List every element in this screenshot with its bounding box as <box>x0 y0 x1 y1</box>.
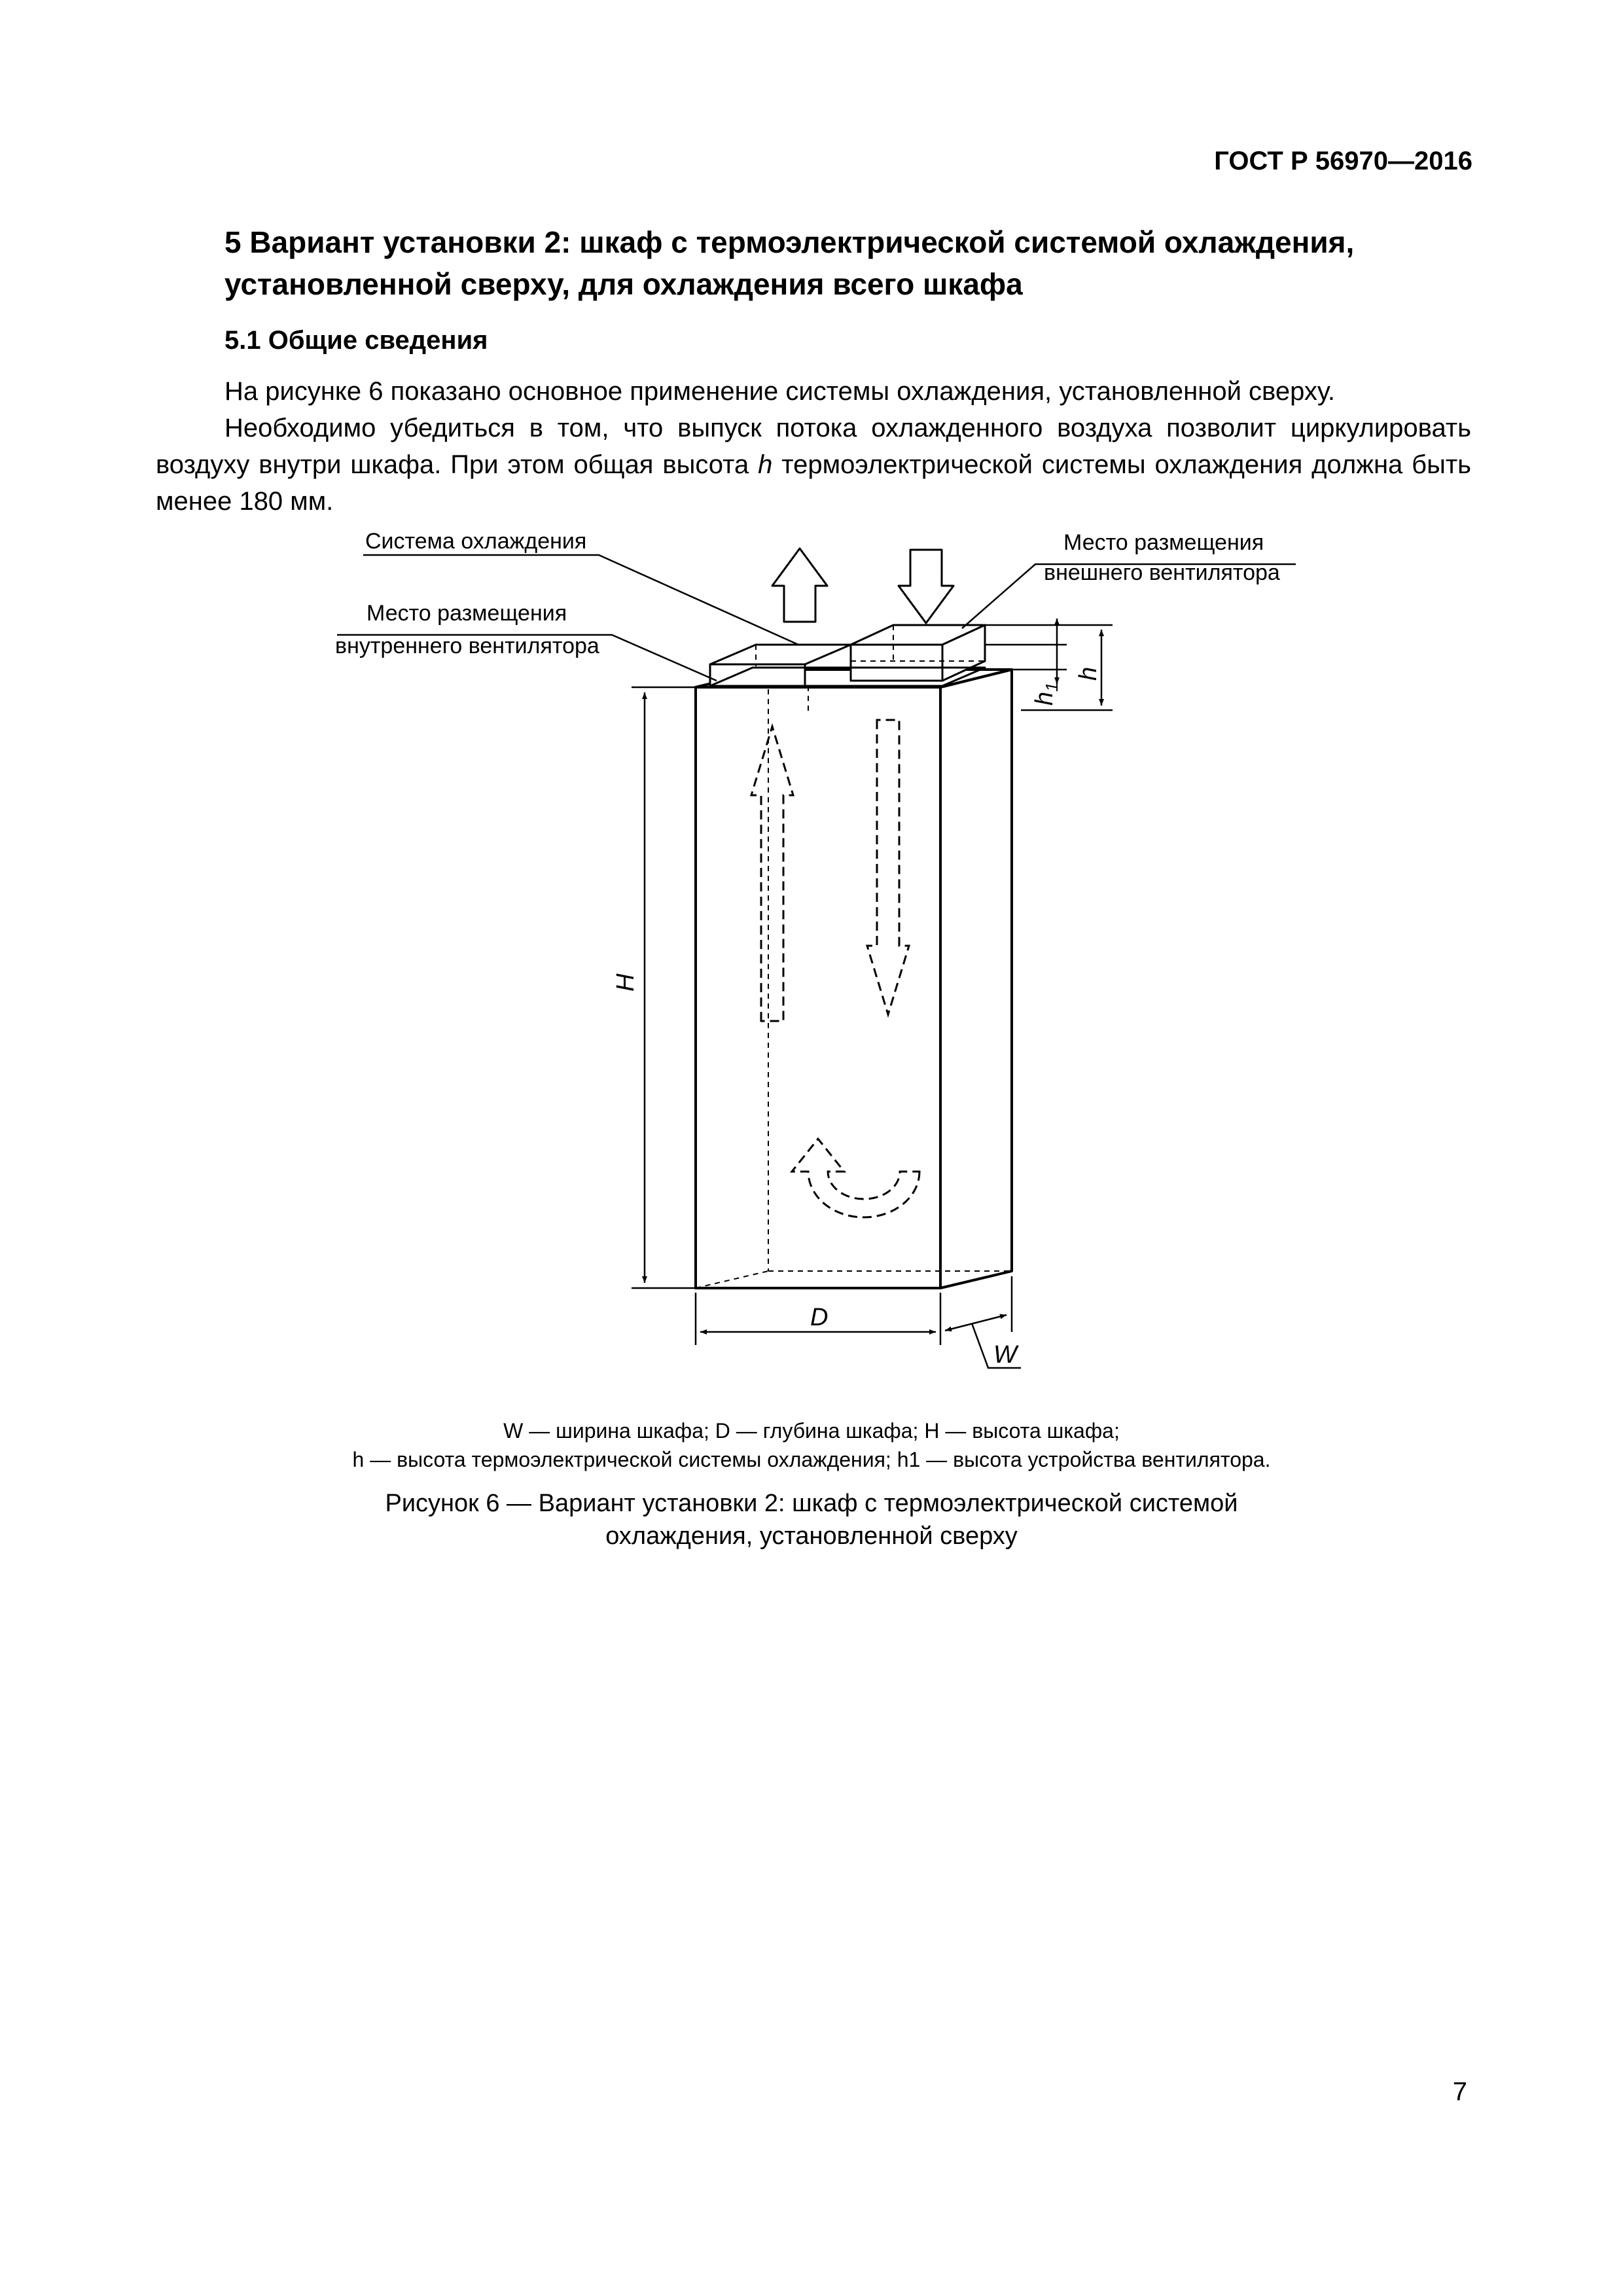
label-internal-fan-line2: внутреннего вентилятора <box>335 634 599 658</box>
airflow-circulation-arrow <box>792 1139 919 1217</box>
cabinet-hidden-edges <box>696 670 1012 1288</box>
internal-fan-box-top <box>710 645 851 664</box>
intake-down-arrow <box>899 550 954 623</box>
paragraph: Необходимо убедиться в том, что выпуск потока охлажденного воздуха позволит циркулировать воздуху внутри шкафа. При этом общая высота h термоэлектрической системы охлаждения должна быть менее 180 мм. <box>156 414 1471 516</box>
leader-cooling-system <box>363 555 798 645</box>
label-external-fan-line2: внешнего вентилятора <box>1044 560 1280 585</box>
label-cooling-system: Система охлаждения <box>365 529 587 554</box>
external-fan-box-front <box>851 645 942 681</box>
airflow-up-arrow <box>751 726 793 1021</box>
figure-caption-line1: Рисунок 6 — Вариант установки 2: шкаф с термоэлектрической системой <box>385 1490 1238 1517</box>
paragraph: На рисунке 6 показано основное применение системы охлаждения, установленной сверху. <box>224 377 1335 406</box>
cooling-unit <box>710 625 985 686</box>
cabinet-side-face <box>940 670 1012 1288</box>
dimension-H <box>632 687 696 1288</box>
dim-label-h1: $h_1$ <box>1031 682 1061 706</box>
airflow-down-arrow <box>867 720 909 1014</box>
label-external-fan-line1: Место размещения <box>1063 530 1264 555</box>
dim-label-W: W <box>993 1341 1017 1369</box>
section-title: 5 Вариант установки 2: шкаф с термоэлектрической системой охлаждения, установленной сверху, для охлаждения всего шкафа <box>224 225 1355 301</box>
exhaust-up-arrow <box>772 548 827 622</box>
figure-legend-line2: h — высота термоэлектрической системы охлаждения; h1 — высота устройства вентилятора. <box>352 1448 1271 1471</box>
dim-label-h: h <box>1075 666 1102 681</box>
cabinet <box>696 670 1012 1288</box>
subsection-title: 5.1 Общие сведения <box>224 326 488 355</box>
figure-legend-line1: W — ширина шкафа; D — глубина шкафа; H — высота шкафа; <box>503 1419 1120 1443</box>
figure-caption-line2: охлаждения, установленной сверху <box>605 1522 1018 1550</box>
page-number: 7 <box>1452 2077 1467 2106</box>
dim-label-H: H <box>612 973 639 992</box>
document-code: ГОСТ Р 56970—2016 <box>1214 147 1472 175</box>
dim-label-D: D <box>810 1304 829 1331</box>
label-internal-fan-line1: Место размещения <box>366 601 567 626</box>
